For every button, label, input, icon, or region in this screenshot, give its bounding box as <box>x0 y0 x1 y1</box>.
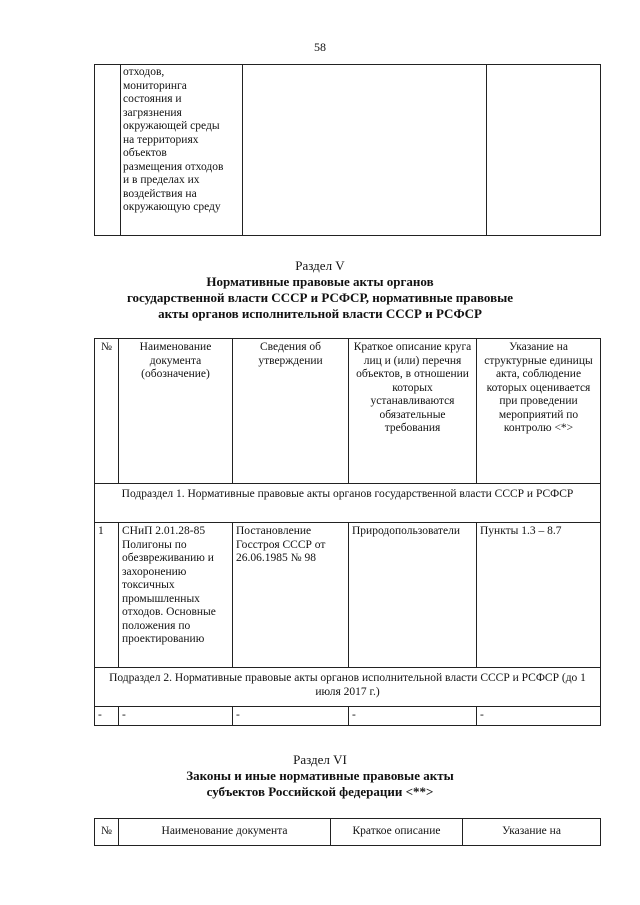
table-row <box>95 65 601 236</box>
approval-info: Постановление Госстроя СССР от 26.06.1985 № 98 <box>233 523 349 668</box>
table-header-row <box>95 339 601 484</box>
section-5-label: Раздел V <box>295 258 345 273</box>
structural-units: Пункты 1.3 – 8.7 <box>477 523 601 668</box>
column-header: Указание на структурные единицы акта, соблюдение которых оценивается при проведении мероприятий по контролю <*> <box>477 339 601 484</box>
table-header-row <box>95 819 601 846</box>
table-cell: - <box>233 707 349 726</box>
section-5-title-line: государственной власти СССР и РСФСР, нормативные правовые <box>126 290 514 305</box>
column-header: Наименование документа <box>119 819 331 846</box>
table-cell <box>243 65 487 236</box>
subsection-1-title: Подраздел 1. Нормативные правовые акты органов государственной власти СССР и РСФСР <box>95 484 601 523</box>
section-5-table <box>94 338 601 726</box>
table-cell: - <box>119 707 233 726</box>
table-cell <box>95 65 121 236</box>
continued-table <box>94 64 601 236</box>
table-cell: - <box>95 707 119 726</box>
section-6-label: Раздел VI <box>293 752 347 767</box>
section-5-heading <box>0 258 640 322</box>
page-number: 58 <box>314 40 326 54</box>
section-6-title-line: субъектов Российской федерации <**> <box>206 784 434 799</box>
subsection-2-title: Подраздел 2. Нормативные правовые акты органов исполнительной власти СССР и РСФСР (до 1 июля 2017 г.) <box>95 668 601 707</box>
column-header: Краткое описание круга лиц и (или) перечня объектов, в отношении которых устанавливаются обязательные требования <box>349 339 477 484</box>
document-name: СНиП 2.01.28-85 Полигоны по обезвреживанию и захоронению токсичных промышленных отходов. Основные положения по проектированию <box>119 523 233 668</box>
column-header: Краткое описание <box>331 819 463 846</box>
table-cell: отходов, мониторинга состояния и загрязнения окружающей среды на территориях объектов размещения отходов и в пределах их воздействия на окружающую среду <box>121 65 243 236</box>
column-header: № <box>95 339 119 484</box>
section-6-title-line: Законы и иные нормативные правовые акты <box>186 768 454 783</box>
column-header: Указание на <box>463 819 601 846</box>
table-row <box>95 707 601 726</box>
subsection-row <box>95 484 601 523</box>
row-number: 1 <box>95 523 119 668</box>
section-5-title-line: Нормативные правовые акты органов <box>206 274 434 289</box>
table-cell <box>487 65 601 236</box>
section-6-table <box>94 818 601 846</box>
column-header: № <box>95 819 119 846</box>
table-row <box>95 523 601 668</box>
column-header: Наименование документа (обозначение) <box>119 339 233 484</box>
table-cell: - <box>349 707 477 726</box>
table-cell: - <box>477 707 601 726</box>
section-5-title-line: акты органов исполнительной власти СССР и РСФСР <box>158 306 482 321</box>
section-6-heading <box>0 752 640 800</box>
subsection-row <box>95 668 601 707</box>
column-header: Сведения об утверждении <box>233 339 349 484</box>
description: Природопользователи <box>349 523 477 668</box>
